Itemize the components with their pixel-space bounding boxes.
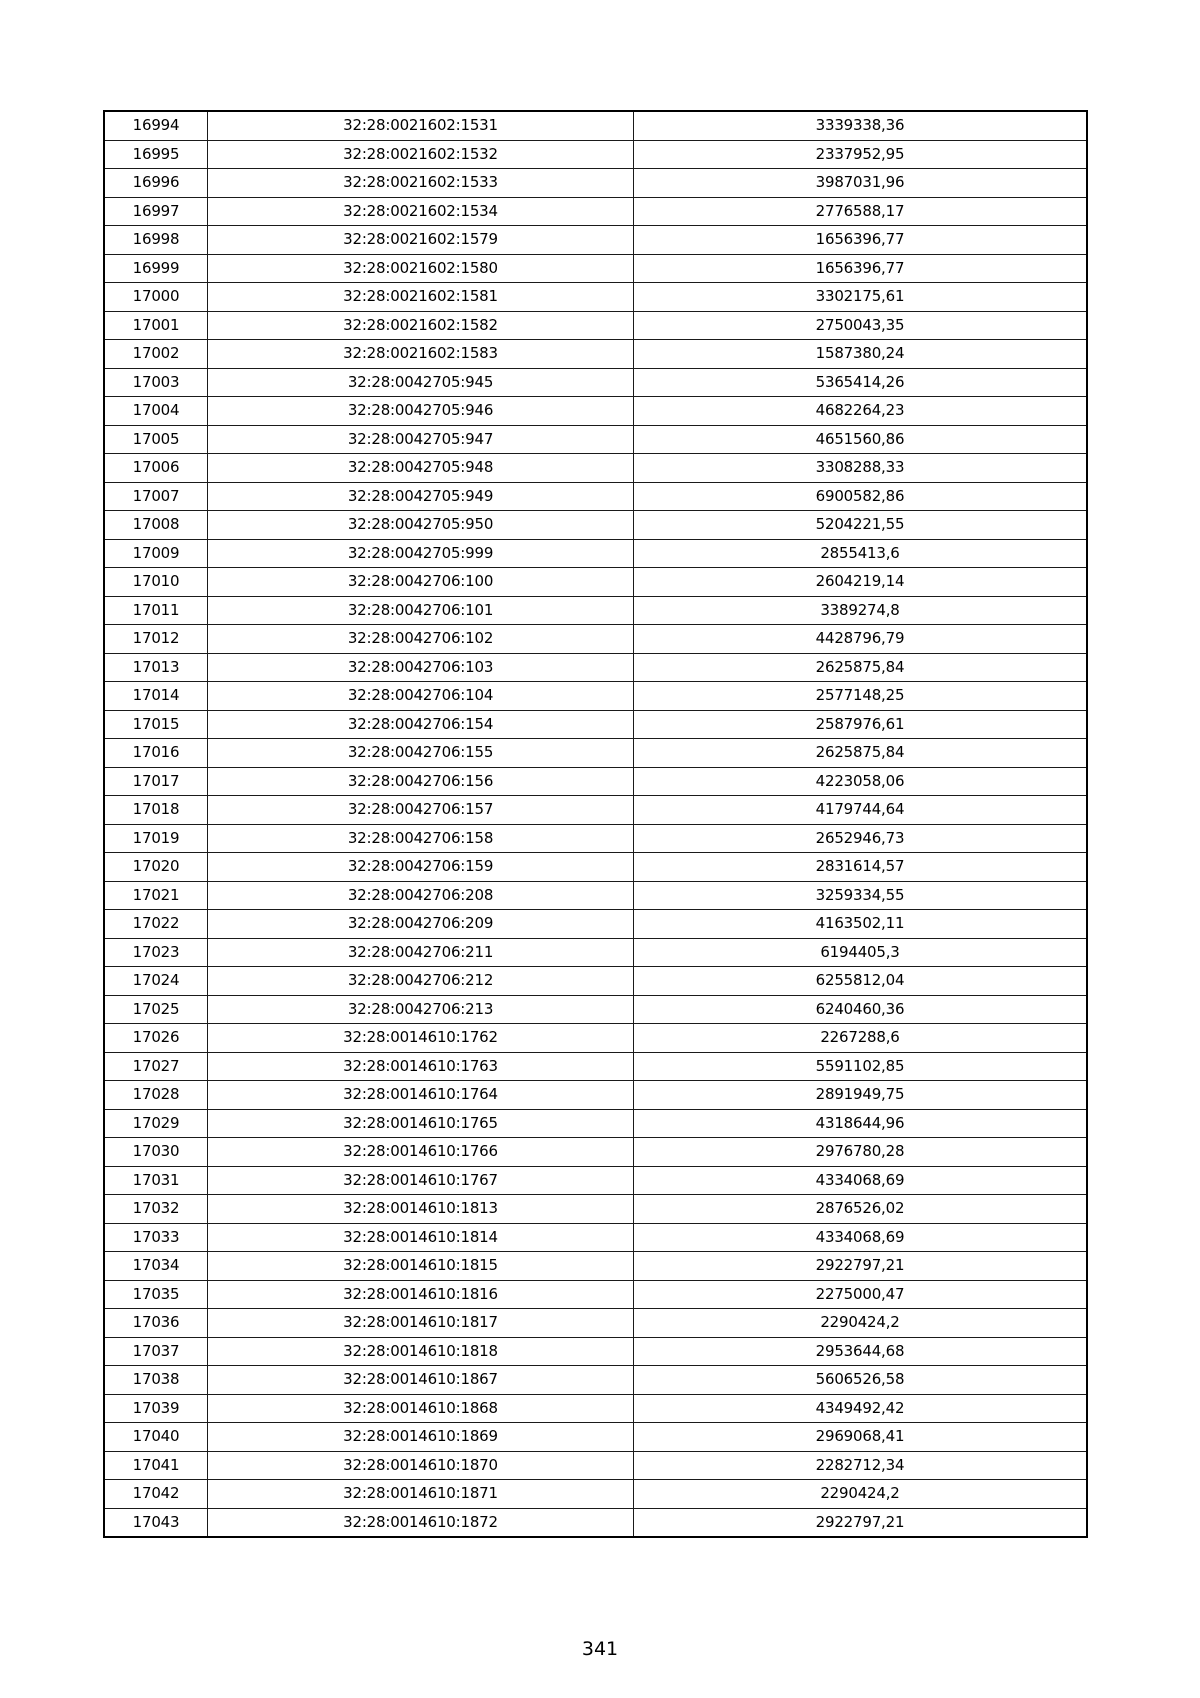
row-number-cell: 17033 [104,1223,208,1252]
cadastral-number-cell: 32:28:0042705:948 [208,454,634,483]
table-row [104,311,1087,340]
table-row [104,1252,1087,1281]
row-number-cell: 17009 [104,539,208,568]
row-number-cell: 17023 [104,938,208,967]
row-number-cell: 16996 [104,169,208,198]
row-number-cell: 17043 [104,1508,208,1537]
value-cell: 4428796,79 [634,625,1088,654]
table-row [104,340,1087,369]
cadastral-number-cell: 32:28:0021602:1579 [208,226,634,255]
value-cell: 6194405,3 [634,938,1088,967]
table-row [104,653,1087,682]
value-cell: 2969068,41 [634,1423,1088,1452]
table-row [104,1280,1087,1309]
row-number-cell: 17022 [104,910,208,939]
value-cell: 2337952,95 [634,140,1088,169]
row-number-cell: 17028 [104,1081,208,1110]
value-cell: 1656396,77 [634,226,1088,255]
value-cell: 5365414,26 [634,368,1088,397]
cadastral-number-cell: 32:28:0042705:945 [208,368,634,397]
table-row [104,1223,1087,1252]
value-cell: 2625875,84 [634,739,1088,768]
table-row [104,1195,1087,1224]
table-row [104,140,1087,169]
row-number-cell: 17024 [104,967,208,996]
value-cell: 2290424,2 [634,1309,1088,1338]
row-number-cell: 17035 [104,1280,208,1309]
value-cell: 2922797,21 [634,1508,1088,1537]
row-number-cell: 16998 [104,226,208,255]
value-cell: 2652946,73 [634,824,1088,853]
value-cell: 6255812,04 [634,967,1088,996]
table-row [104,739,1087,768]
table-row [104,1451,1087,1480]
table-row [104,796,1087,825]
cadastral-number-cell: 32:28:0014610:1867 [208,1366,634,1395]
table-row [104,881,1087,910]
value-cell: 2267288,6 [634,1024,1088,1053]
table-row [104,767,1087,796]
cadastral-number-cell: 32:28:0014610:1813 [208,1195,634,1224]
cadastral-number-cell: 32:28:0042706:104 [208,682,634,711]
row-number-cell: 17042 [104,1480,208,1509]
row-number-cell: 17012 [104,625,208,654]
row-number-cell: 17027 [104,1052,208,1081]
cadastral-number-cell: 32:28:0014610:1763 [208,1052,634,1081]
value-cell: 6900582,86 [634,482,1088,511]
row-number-cell: 17014 [104,682,208,711]
table-row [104,967,1087,996]
row-number-cell: 17021 [104,881,208,910]
cadastral-number-cell: 32:28:0014610:1816 [208,1280,634,1309]
table-row [104,1138,1087,1167]
row-number-cell: 17036 [104,1309,208,1338]
table-body [104,111,1087,1537]
cadastral-number-cell: 32:28:0042706:103 [208,653,634,682]
cadastral-number-cell: 32:28:0042705:949 [208,482,634,511]
table-row [104,1081,1087,1110]
row-number-cell: 17026 [104,1024,208,1053]
row-number-cell: 17017 [104,767,208,796]
row-number-cell: 17004 [104,397,208,426]
table-row [104,454,1087,483]
table-row [104,1366,1087,1395]
table-row [104,1052,1087,1081]
cadastral-number-cell: 32:28:0021602:1582 [208,311,634,340]
table-row [104,111,1087,140]
value-cell: 3987031,96 [634,169,1088,198]
cadastral-number-cell: 32:28:0042706:156 [208,767,634,796]
value-cell: 2976780,28 [634,1138,1088,1167]
cadastral-number-cell: 32:28:0014610:1871 [208,1480,634,1509]
cadastral-number-cell: 32:28:0042706:101 [208,596,634,625]
table-row [104,1166,1087,1195]
table-row [104,539,1087,568]
value-cell: 2577148,25 [634,682,1088,711]
table-row [104,1309,1087,1338]
cadastral-number-cell: 32:28:0042705:950 [208,511,634,540]
table-row [104,1109,1087,1138]
table-row [104,368,1087,397]
value-cell: 2750043,35 [634,311,1088,340]
cadastral-number-cell: 32:28:0042706:212 [208,967,634,996]
cadastral-number-cell: 32:28:0042706:157 [208,796,634,825]
row-number-cell: 17041 [104,1451,208,1480]
cadastral-number-cell: 32:28:0042706:155 [208,739,634,768]
row-number-cell: 16999 [104,254,208,283]
value-cell: 5204221,55 [634,511,1088,540]
row-number-cell: 17025 [104,995,208,1024]
cadastral-number-cell: 32:28:0014610:1815 [208,1252,634,1281]
row-number-cell: 17019 [104,824,208,853]
value-cell: 1656396,77 [634,254,1088,283]
row-number-cell: 17032 [104,1195,208,1224]
value-cell: 4163502,11 [634,910,1088,939]
row-number-cell: 17010 [104,568,208,597]
cadastral-number-cell: 32:28:0014610:1767 [208,1166,634,1195]
value-cell: 2290424,2 [634,1480,1088,1509]
value-cell: 2922797,21 [634,1252,1088,1281]
value-cell: 2876526,02 [634,1195,1088,1224]
cadastral-number-cell: 32:28:0014610:1765 [208,1109,634,1138]
row-number-cell: 17039 [104,1394,208,1423]
row-number-cell: 17016 [104,739,208,768]
table-row [104,197,1087,226]
row-number-cell: 16994 [104,111,208,140]
cadastral-number-cell: 32:28:0014610:1764 [208,1081,634,1110]
value-cell: 2831614,57 [634,853,1088,882]
value-cell: 3339338,36 [634,111,1088,140]
row-number-cell: 17008 [104,511,208,540]
row-number-cell: 17038 [104,1366,208,1395]
value-cell: 2953644,68 [634,1337,1088,1366]
value-cell: 3389274,8 [634,596,1088,625]
table-row [104,682,1087,711]
value-cell: 5606526,58 [634,1366,1088,1395]
value-cell: 4349492,42 [634,1394,1088,1423]
cadastral-number-cell: 32:28:0014610:1817 [208,1309,634,1338]
table-row [104,824,1087,853]
cadastral-number-cell: 32:28:0042706:211 [208,938,634,967]
table-row [104,1394,1087,1423]
table-row [104,1024,1087,1053]
value-cell: 3302175,61 [634,283,1088,312]
value-cell: 4334068,69 [634,1166,1088,1195]
cadastral-number-cell: 32:28:0014610:1818 [208,1337,634,1366]
row-number-cell: 17011 [104,596,208,625]
value-cell: 3259334,55 [634,881,1088,910]
table-row [104,169,1087,198]
table-row [104,397,1087,426]
table-row [104,853,1087,882]
table-row [104,910,1087,939]
value-cell: 4179744,64 [634,796,1088,825]
row-number-cell: 17018 [104,796,208,825]
cadastral-number-cell: 32:28:0021602:1580 [208,254,634,283]
cadastral-number-cell: 32:28:0042706:208 [208,881,634,910]
table-row [104,625,1087,654]
cadastral-number-cell: 32:28:0042706:100 [208,568,634,597]
cadastral-number-cell: 32:28:0042706:213 [208,995,634,1024]
table-row [104,511,1087,540]
table-row [104,1508,1087,1537]
row-number-cell: 17000 [104,283,208,312]
row-number-cell: 17015 [104,710,208,739]
row-number-cell: 17031 [104,1166,208,1195]
cadastral-number-cell: 32:28:0021602:1581 [208,283,634,312]
row-number-cell: 17005 [104,425,208,454]
value-cell: 4682264,23 [634,397,1088,426]
cadastral-number-cell: 32:28:0042706:154 [208,710,634,739]
cadastral-number-cell: 32:28:0014610:1814 [208,1223,634,1252]
value-cell: 2282712,34 [634,1451,1088,1480]
table-row [104,938,1087,967]
value-cell: 2855413,6 [634,539,1088,568]
value-cell: 2776588,17 [634,197,1088,226]
cadastral-number-cell: 32:28:0021602:1532 [208,140,634,169]
cadastral-number-cell: 32:28:0021602:1531 [208,111,634,140]
cadastral-number-cell: 32:28:0021602:1583 [208,340,634,369]
value-cell: 1587380,24 [634,340,1088,369]
table-row [104,254,1087,283]
row-number-cell: 17037 [104,1337,208,1366]
cadastral-number-cell: 32:28:0042706:209 [208,910,634,939]
cadastral-number-cell: 32:28:0042705:946 [208,397,634,426]
row-number-cell: 17007 [104,482,208,511]
cadastral-number-cell: 32:28:0014610:1872 [208,1508,634,1537]
row-number-cell: 17013 [104,653,208,682]
table-row [104,482,1087,511]
value-cell: 2891949,75 [634,1081,1088,1110]
value-cell: 4651560,86 [634,425,1088,454]
row-number-cell: 17040 [104,1423,208,1452]
cadastral-number-cell: 32:28:0042706:159 [208,853,634,882]
value-cell: 3308288,33 [634,454,1088,483]
page-number: 341 [581,1638,619,1660]
row-number-cell: 17034 [104,1252,208,1281]
row-number-cell: 17006 [104,454,208,483]
row-number-cell: 17030 [104,1138,208,1167]
cadastral-number-cell: 32:28:0014610:1868 [208,1394,634,1423]
table-row [104,568,1087,597]
value-cell: 2275000,47 [634,1280,1088,1309]
cadastral-number-cell: 32:28:0014610:1870 [208,1451,634,1480]
value-cell: 2604219,14 [634,568,1088,597]
row-number-cell: 17002 [104,340,208,369]
table-row [104,1337,1087,1366]
table-row [104,710,1087,739]
row-number-cell: 17003 [104,368,208,397]
table-row [104,283,1087,312]
cadastral-number-cell: 32:28:0014610:1766 [208,1138,634,1167]
value-cell: 5591102,85 [634,1052,1088,1081]
table-row [104,425,1087,454]
row-number-cell: 16995 [104,140,208,169]
row-number-cell: 17029 [104,1109,208,1138]
table-row [104,226,1087,255]
table-row [104,1480,1087,1509]
cadastral-number-cell: 32:28:0014610:1762 [208,1024,634,1053]
value-cell: 4318644,96 [634,1109,1088,1138]
cadastral-number-cell: 32:28:0014610:1869 [208,1423,634,1452]
table-row [104,596,1087,625]
row-number-cell: 16997 [104,197,208,226]
table-row [104,995,1087,1024]
value-cell: 2625875,84 [634,653,1088,682]
cadastral-number-cell: 32:28:0042706:102 [208,625,634,654]
cadastral-number-cell: 32:28:0042706:158 [208,824,634,853]
row-number-cell: 17001 [104,311,208,340]
data-table [103,110,1088,1538]
table-row [104,1423,1087,1452]
cadastral-number-cell: 32:28:0021602:1534 [208,197,634,226]
value-cell: 2587976,61 [634,710,1088,739]
cadastral-number-cell: 32:28:0042705:947 [208,425,634,454]
value-cell: 6240460,36 [634,995,1088,1024]
value-cell: 4334068,69 [634,1223,1088,1252]
row-number-cell: 17020 [104,853,208,882]
value-cell: 4223058,06 [634,767,1088,796]
cadastral-number-cell: 32:28:0042705:999 [208,539,634,568]
cadastral-number-cell: 32:28:0021602:1533 [208,169,634,198]
